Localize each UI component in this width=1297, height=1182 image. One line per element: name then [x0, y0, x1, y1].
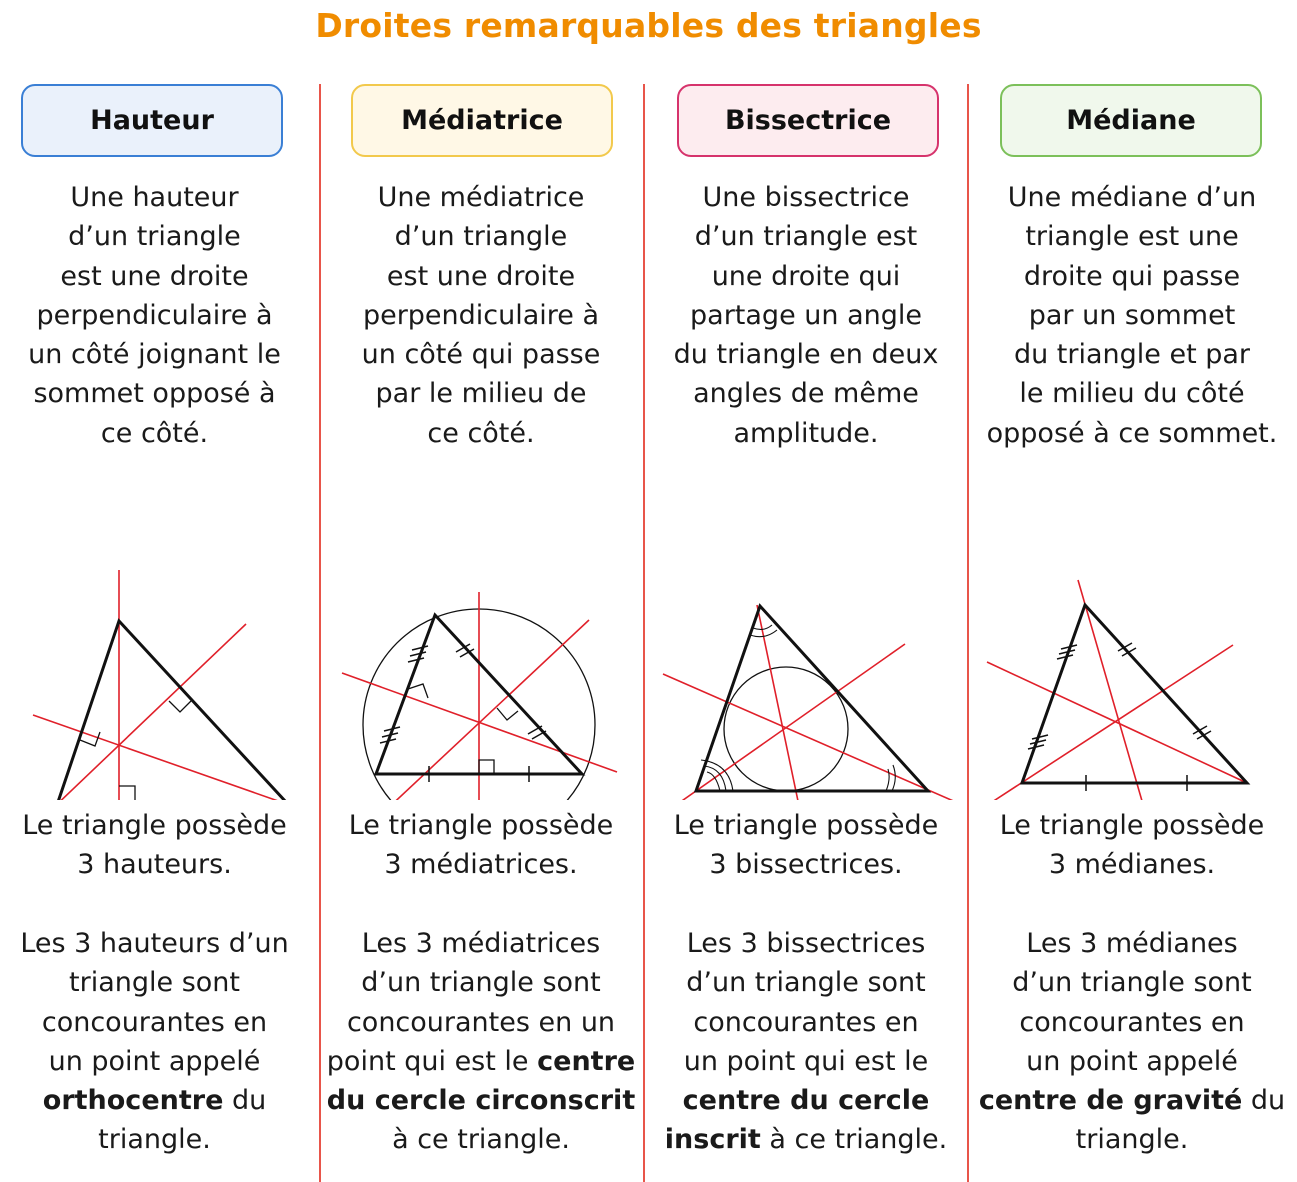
median-lines [987, 580, 1247, 800]
orthocentre-term: orthocentre [42, 1085, 224, 1117]
header-mediatrice: Médiatrice [351, 84, 613, 157]
figure-bissectrices [645, 480, 967, 800]
count-mediatrice: Le triangle possède 3 médiatrices. [348, 810, 614, 881]
count-mediane: Le triangle possède 3 médianes. [999, 810, 1265, 881]
circumcentre-term: centre du cercle circonscrit [326, 1045, 636, 1117]
definition-bissectrice: Une bissectrice d’un triangle est une droite qui partage un angle du triangle en deux angles de même amplitude. [673, 182, 939, 449]
figure-mediatrices [321, 480, 643, 800]
concurrence-hauteur: Les 3 hauteurs d’un triangle sont concourantes en un point appelé orthocentre du triangle. [20, 928, 289, 1156]
definition-mediatrice: Une médiatrice d’un triangle est une droite perpendiculaire à un côté qui passe par le milieu de ce côté. [361, 182, 601, 449]
header-mediane: Médiane [1000, 84, 1262, 157]
concurrence-bissectrice: Les 3 bissectrices d’un triangle sont concourantes en un point qui est le centre du cercle inscrit à ce triangle. [664, 928, 948, 1156]
count-hauteur: Le triangle possède 3 hauteurs. [22, 810, 287, 881]
incircle [724, 667, 848, 791]
header-bissectrice: Bissectrice [677, 84, 939, 157]
equal-segment-ticks [380, 644, 546, 782]
triangle [58, 621, 286, 800]
figure-medianes [969, 480, 1297, 800]
concurrence-mediatrice: Les 3 médiatrices d’un triangle sont concourantes en un point qui est le centre du cercle circonscrit à ce triangle. [326, 928, 636, 1156]
incentre-term: centre du cercle inscrit [664, 1085, 930, 1156]
triangle [696, 606, 928, 791]
definition-mediane: Une médiane d’un triangle est une droite qui passe par un sommet du triangle et par le milieu du côté opposé à ce sommet. [986, 182, 1278, 449]
right-angle-marks [408, 684, 518, 774]
count-bissectrice: Le triangle possède 3 bissectrices. [673, 810, 939, 881]
header-hauteur: Hauteur [21, 84, 283, 157]
centroid-term: centre de gravité [978, 1085, 1243, 1117]
figure-hauteurs [0, 480, 319, 800]
equal-segment-ticks [1028, 643, 1211, 791]
page-title: Droites remarquables des triangles [315, 6, 982, 45]
definition-hauteur: Une hauteur d’un triangle est une droite perpendiculaire à un côté joignant le sommet opposé à ce côté. [28, 182, 281, 449]
concurrence-mediane: Les 3 médianes d’un triangle sont concourantes en un point appelé centre de gravité du triangle. [978, 928, 1286, 1156]
